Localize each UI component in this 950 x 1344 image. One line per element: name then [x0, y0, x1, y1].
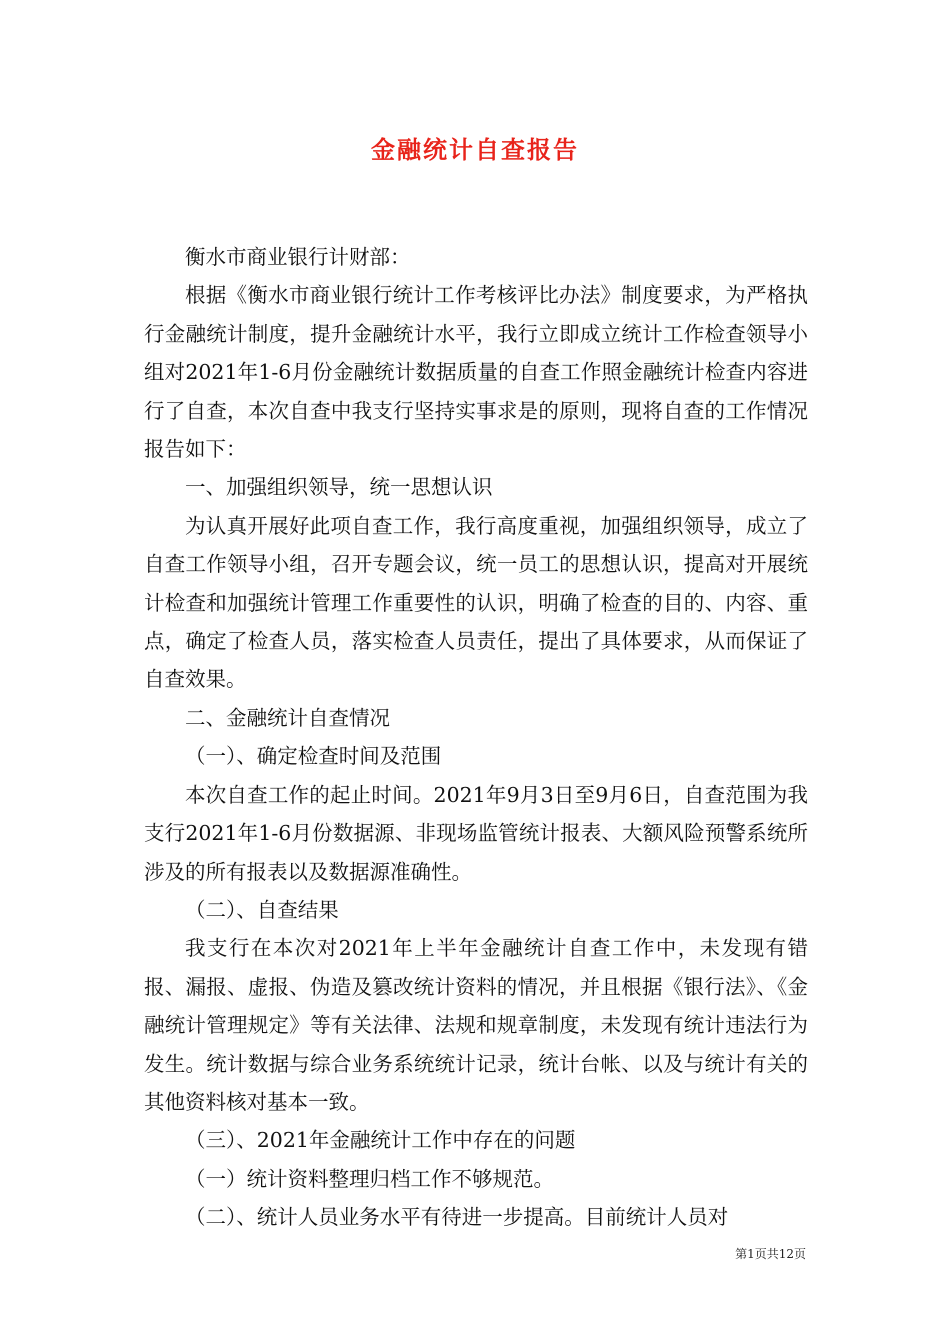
page-number: 第1页共12页 — [735, 1247, 806, 1261]
salutation: 衡水市商业银行计财部： — [185, 245, 411, 269]
heading-section-1: 一、加强组织领导，统一思想认识 — [185, 475, 493, 500]
subheading-problems: （三）、2021年金融统计工作中存在的问题 — [185, 1128, 576, 1153]
subheading-results: （二）、自查结果 — [185, 897, 339, 922]
paragraph-intro: 根据《衡水市商业银行统计工作考核评比办法》制度要求，为严格执行金融统计制度，提升金融统计水平，我行立即成立统计工作检查领导小组对2021年1-6月份金融统计数据质量的自查工作照金融统计检查内容进行了自查，本次自查中我支行坚持实事求是的原则，现将自查的工作情况报告如下： — [144, 283, 808, 462]
paragraph-results: 我支行在本次对2021年上半年金融统计自查工作中，未发现有错报、漏报、虚报、伪造及篡改统计资料的情况，并且根据《银行法》、《金融统计管理规定》等有关法律、法规和规章制度，未发现有统计违法行为发生。统计数据与综合业务系统统计记录，统计台帐、以及与统计有关的其他资料核对基本一致。 — [144, 936, 808, 1114]
document-title: 金融统计自查报告 — [371, 135, 579, 164]
paragraph-problem-1: （一）统计资料整理归档工作不够规范。 — [185, 1166, 554, 1191]
subheading-time-scope: （一）、确定检查时间及范围 — [185, 744, 442, 769]
paragraph-time-scope: 本次自查工作的起止时间。2021年9月3日至9月6日，自查范围为我支行2021年1-6月份数据源、非现场监管统计报表、大额风险预警系统所涉及的所有报表以及数据源准确性。 — [144, 782, 808, 884]
paragraph-section-1: 为认真开展好此项自查工作，我行高度重视，加强组织领导，成立了自查工作领导小组，召开专题会议，统一员工的思想认识，提高对开展统计检查和加强统计管理工作重要性的认识，明确了检查的目的、内容、重点，确定了检查人员，落实检查人员责任，提出了具体要求，从而保证了自查效果。 — [144, 513, 808, 692]
paragraph-problem-2: （二）、统计人员业务水平有待进一步提高。目前统计人员对 — [185, 1205, 729, 1230]
heading-section-2: 二、金融统计自查情况 — [185, 705, 390, 730]
document-body — [144, 238, 808, 1237]
